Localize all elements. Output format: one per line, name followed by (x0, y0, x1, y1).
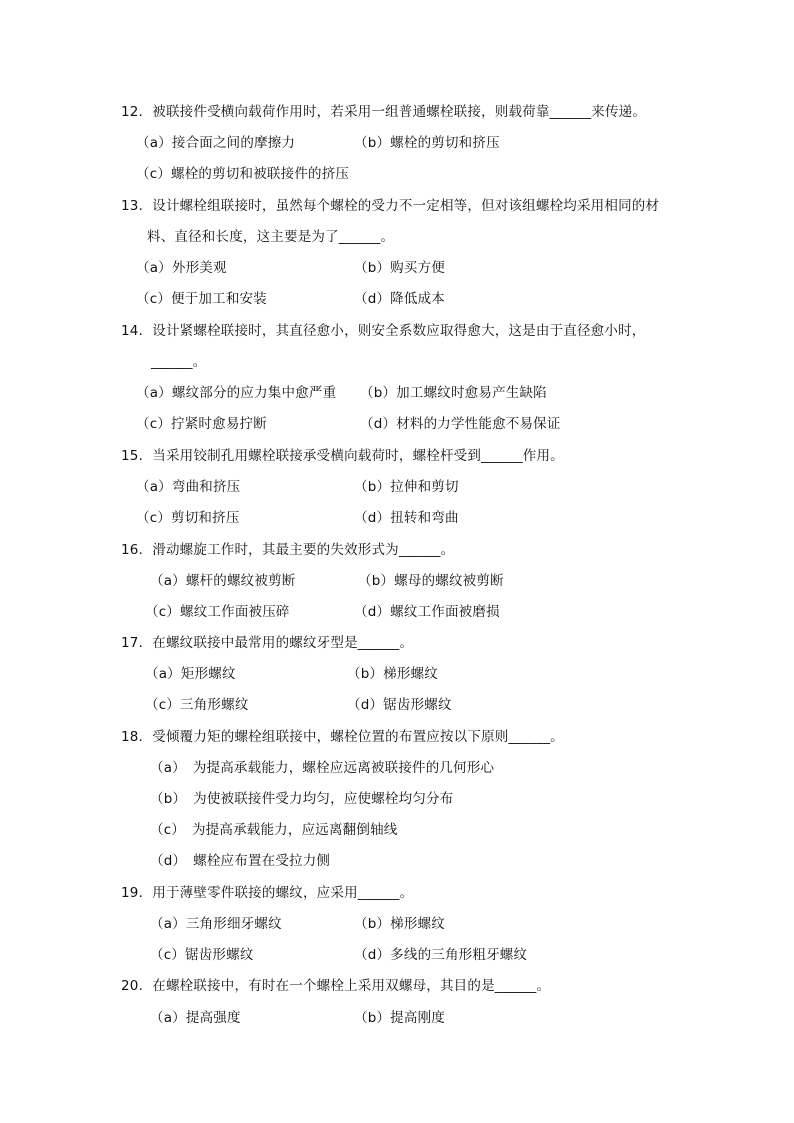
question-12-stem: 12．被联接件受横向载荷作用时，若采用一组普通螺栓联接，则载荷靠______来传递。 (121, 104, 647, 120)
option-d: （d）扭转和弯曲 (354, 510, 459, 526)
option-d: （d）锯齿形螺纹 (347, 697, 452, 713)
option-c: （c）锯齿形螺纹 (150, 947, 254, 963)
option-a: （a） 为提高承载能力，螺栓应远离被联接件的几何形心 (150, 760, 495, 776)
option-b: （b）加工螺纹时愈易产生缺陷 (360, 385, 547, 401)
question-14-stem-continued: ______。 (151, 354, 207, 370)
question-15-stem: 15．当采用铰制孔用螺栓联接承受横向载荷时，螺栓杆受到______作用。 (121, 448, 564, 464)
question-19-stem: 19．用于薄壁零件联接的螺纹，应采用______。 (121, 885, 414, 901)
option-b: （b）梯形螺纹 (347, 666, 438, 682)
option-b: （b）拉伸和剪切 (354, 479, 459, 495)
option-d: （d）材料的力学性能愈不易保证 (360, 416, 561, 432)
question-14-stem: 14．设计紧螺栓联接时，其直径愈小，则安全系数应取得愈大，这是由于直径愈小时， (121, 323, 646, 339)
option-c: （c）三角形螺纹 (145, 697, 249, 713)
option-d: （d）螺纹工作面被磨损 (354, 604, 500, 620)
option-d: （d） 螺栓应布置在受拉力侧 (150, 853, 331, 869)
option-b: （b）螺栓的剪切和挤压 (354, 135, 500, 151)
option-d: （d）降低成本 (354, 291, 445, 307)
option-a: （a）螺纹部分的应力集中愈严重 (136, 385, 337, 401)
question-16-stem: 16．滑动螺旋工作时，其最主要的失效形式为______。 (121, 542, 455, 558)
option-a: （a）螺杆的螺纹被剪断 (150, 573, 296, 589)
option-a: （a）三角形细牙螺纹 (150, 916, 282, 932)
question-18-stem: 18．受倾覆力矩的螺栓组联接中，螺栓位置的布置应按以下原则______。 (121, 729, 564, 745)
option-c: （c）便于加工和安装 (136, 291, 267, 307)
option-c: （c） 为提高承载能力，应远离翻倒轴线 (150, 822, 398, 838)
question-13-stem-continued: 料、直径和长度，这主要是为了______。 (147, 229, 395, 245)
option-b: （b）购买方便 (354, 260, 445, 276)
option-b: （b） 为使被联接件受力均匀，应使螺栓均匀分布 (150, 791, 454, 807)
option-d: （d）多线的三角形粗牙螺纹 (354, 947, 528, 963)
question-20-stem: 20．在螺栓联接中，有时在一个螺栓上采用双螺母，其目的是______。 (121, 978, 551, 994)
option-c: （c）螺纹工作面被压碎 (145, 604, 290, 620)
option-a: （a）矩形螺纹 (145, 666, 236, 682)
option-c: （c）剪切和挤压 (136, 510, 240, 526)
option-a: （a）提高强度 (150, 1010, 241, 1026)
option-a: （a）接合面之间的摩擦力 (136, 135, 296, 151)
option-b: （b）梯形螺纹 (354, 916, 445, 932)
option-a: （a）弯曲和挤压 (136, 479, 241, 495)
question-17-stem: 17．在螺纹联接中最常用的螺纹牙型是______。 (121, 635, 414, 651)
question-13-stem: 13．设计螺栓组联接时，虽然每个螺栓的受力不一定相等，但对该组螺栓均采用相同的材 (121, 198, 660, 214)
option-c: （c）螺栓的剪切和被联接件的挤压 (136, 166, 350, 182)
option-b: （b）提高刚度 (354, 1010, 445, 1026)
option-b: （b）螺母的螺纹被剪断 (358, 573, 504, 589)
option-c: （c）拧紧时愈易拧断 (136, 416, 267, 432)
option-a: （a）外形美观 (136, 260, 227, 276)
